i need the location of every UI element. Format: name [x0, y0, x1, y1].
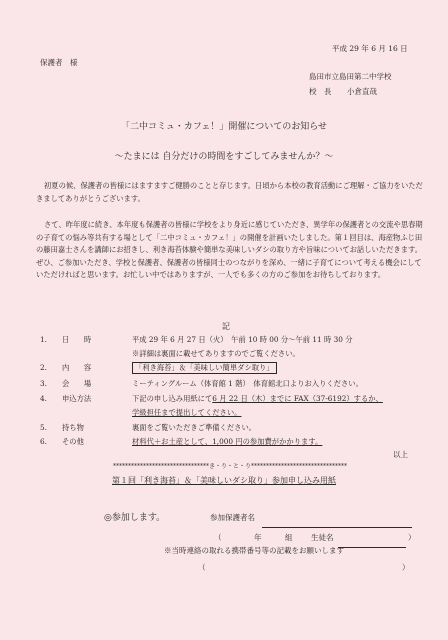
- item-number: 2.: [40, 363, 47, 372]
- item-number: 6.: [40, 437, 47, 446]
- student-name-label: 生徒名: [311, 533, 334, 542]
- item-number: 1.: [40, 335, 47, 344]
- greeting-paragraph: 初夏の候、保護者の皆様にはますますご健勝のことと存じます。日頃から本校の教育活動にご理解・ご協力をいただきましてありがとうございます。: [36, 181, 423, 203]
- deadline-text: 6 月 22 日（木）までに FAX（37-6192）するか、: [212, 394, 383, 403]
- parent-name-field[interactable]: [262, 513, 412, 532]
- phone-open-paren: （: [198, 563, 206, 572]
- document-title: 「二中コミュ・カフェ！」開催についてのお知らせ: [121, 122, 327, 132]
- parent-name-label: 参加保護者名: [210, 513, 255, 522]
- item-value: 下記の申し込み用紙にて: [132, 394, 213, 403]
- item-value: 平成 29 年 6 月 27 日（火） 午前 10 時 00 分～午前 11 時 30 分: [132, 335, 353, 344]
- item-label: 申込方法: [62, 394, 92, 403]
- class-label: 組: [285, 533, 293, 542]
- school-name: 島田市立島田第二中学校: [309, 72, 392, 81]
- item-number: 3.: [40, 379, 47, 388]
- document-subtitle: ～たまには 自分だけの時間をすごしてみませんか？～: [114, 152, 334, 162]
- cut-line: ********************************き・り・と・り********************************: [112, 463, 347, 470]
- item-value: 材料代＋お土産として、1,000 円の参加費がかかります。: [132, 437, 323, 446]
- principal-name: 小倉直哉: [347, 87, 377, 96]
- grade-label: 年: [254, 533, 262, 542]
- item-date-note: ※詳細は裏面に載せてありますのでご覧ください。: [132, 349, 300, 358]
- item-label: 日 時: [62, 335, 92, 344]
- item-number: 5.: [40, 423, 47, 432]
- join-label: ◎参加します。: [104, 513, 166, 523]
- phone-note: ※当時連絡の取れる携帯番号等の記載をお願いします: [164, 546, 344, 555]
- grade-open-paren: （: [214, 533, 222, 542]
- item-value: ミーティングルーム（体育館 1 階） 体育館北口よりお入りください。: [132, 379, 363, 388]
- grade-close-paren: ）: [408, 533, 416, 542]
- ki-mark: 記: [222, 322, 230, 331]
- main-paragraph: さて、昨年度に続き、本年度も保護者の皆様に学校をより身近に感じていただき、異学年の保護者との交流や思春期の子育ての悩み等共有する場として「二中コミュ・カフェ！」の開催を計画いたしました。第１回目は、海産物ふじ田の藤田嘉士さんを講師にお招きし、利き海苔体験や簡単な美味しいダシの取り方や旨味についてお話しいただきます。ぜひ、ご参加いただき、学校と保護者、保護者の皆様同士のつながりを深め、一緒に子育てについて考える機会にしていただければと思います。お忙しい中ではありますが、一人でも多くの方のご参加をお待ちしております。: [36, 220, 423, 280]
- ijou-mark: 以上: [393, 450, 408, 459]
- item-label: 持ち物: [62, 423, 84, 432]
- student-name-field[interactable]: [338, 533, 406, 552]
- item-value: 「利き海苔」＆「美味しい簡単ダシ取り」: [132, 362, 277, 374]
- issue-date: 平成 29 年 6 月 16 日: [332, 44, 408, 53]
- item-number: 4.: [40, 394, 47, 403]
- item-label: 会 場: [62, 379, 92, 388]
- form-title: 第１回「利き海苔」＆「美味しいダシ取り」参加申し込み用紙: [112, 476, 336, 485]
- item-application-line2: 学級担任まで提出してください。: [132, 408, 242, 417]
- item-label: 内 容: [62, 363, 92, 372]
- item-label: その他: [62, 437, 84, 446]
- addressee: 保護者 様: [40, 58, 78, 67]
- principal-title: 校 長: [309, 87, 332, 96]
- phone-close-paren: ）: [402, 563, 410, 572]
- item-value: 裏面をご覧いただきご準備ください。: [132, 423, 257, 432]
- phone-field[interactable]: [208, 563, 404, 573]
